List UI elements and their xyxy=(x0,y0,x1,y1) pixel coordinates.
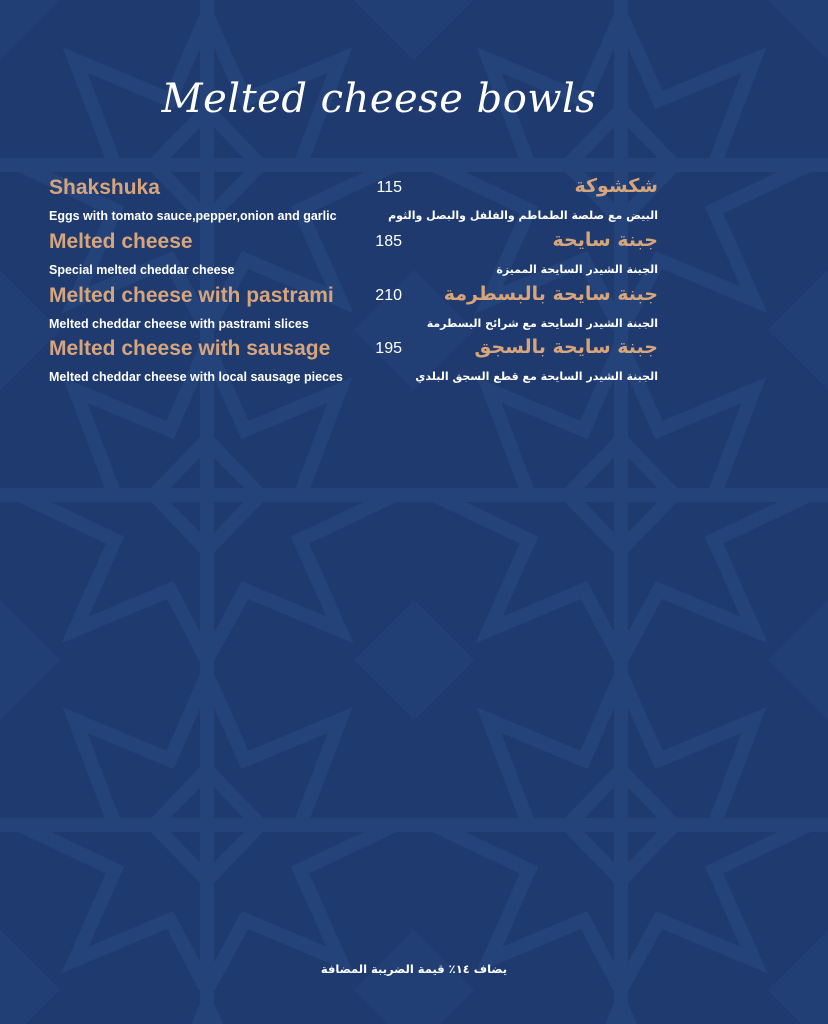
item-name-ar: جبنة سايحة بالبسطرمة xyxy=(443,283,658,305)
item-price: 115 xyxy=(376,179,402,196)
item-name-ar: جبنة سايحة بالسجق xyxy=(474,336,658,358)
item-price: 185 xyxy=(375,233,402,250)
tax-note: يضاف ١٤٪ قيمة الضريبة المضافة xyxy=(320,962,508,976)
item-name-en: Melted cheese xyxy=(49,230,193,253)
item-desc-en: Eggs with tomato sauce,pepper,onion and garlic xyxy=(49,209,337,223)
section-title: Melted cheese bowls xyxy=(161,76,597,122)
item-desc-en: Melted cheddar cheese with pastrami slices xyxy=(49,317,309,331)
item-name-en: Melted cheese with sausage xyxy=(49,337,331,360)
item-price: 195 xyxy=(375,340,402,357)
item-name-en: Shakshuka xyxy=(49,176,160,199)
item-desc-ar: الجبنة الشيدر السايحة مع قطع السجق البلدي xyxy=(415,370,658,383)
item-desc-ar: الجبنة الشيدر السايحة مع شرائح البسطرمة xyxy=(426,317,658,330)
item-price: 210 xyxy=(375,287,402,304)
item-name-en: Melted cheese with pastrami xyxy=(49,284,334,307)
item-name-ar: جبنة سايحة xyxy=(552,229,658,251)
item-desc-ar: البيض مع صلصة الطماطم والفلفل والبصل والثوم xyxy=(388,209,658,222)
item-desc-en: Special melted cheddar cheese xyxy=(49,263,235,277)
item-desc-ar: الجبنة الشيدر السايحة المميزة xyxy=(496,263,658,276)
item-name-ar: شكشوكة xyxy=(574,175,658,197)
item-desc-en: Melted cheddar cheese with local sausage pieces xyxy=(49,370,343,384)
